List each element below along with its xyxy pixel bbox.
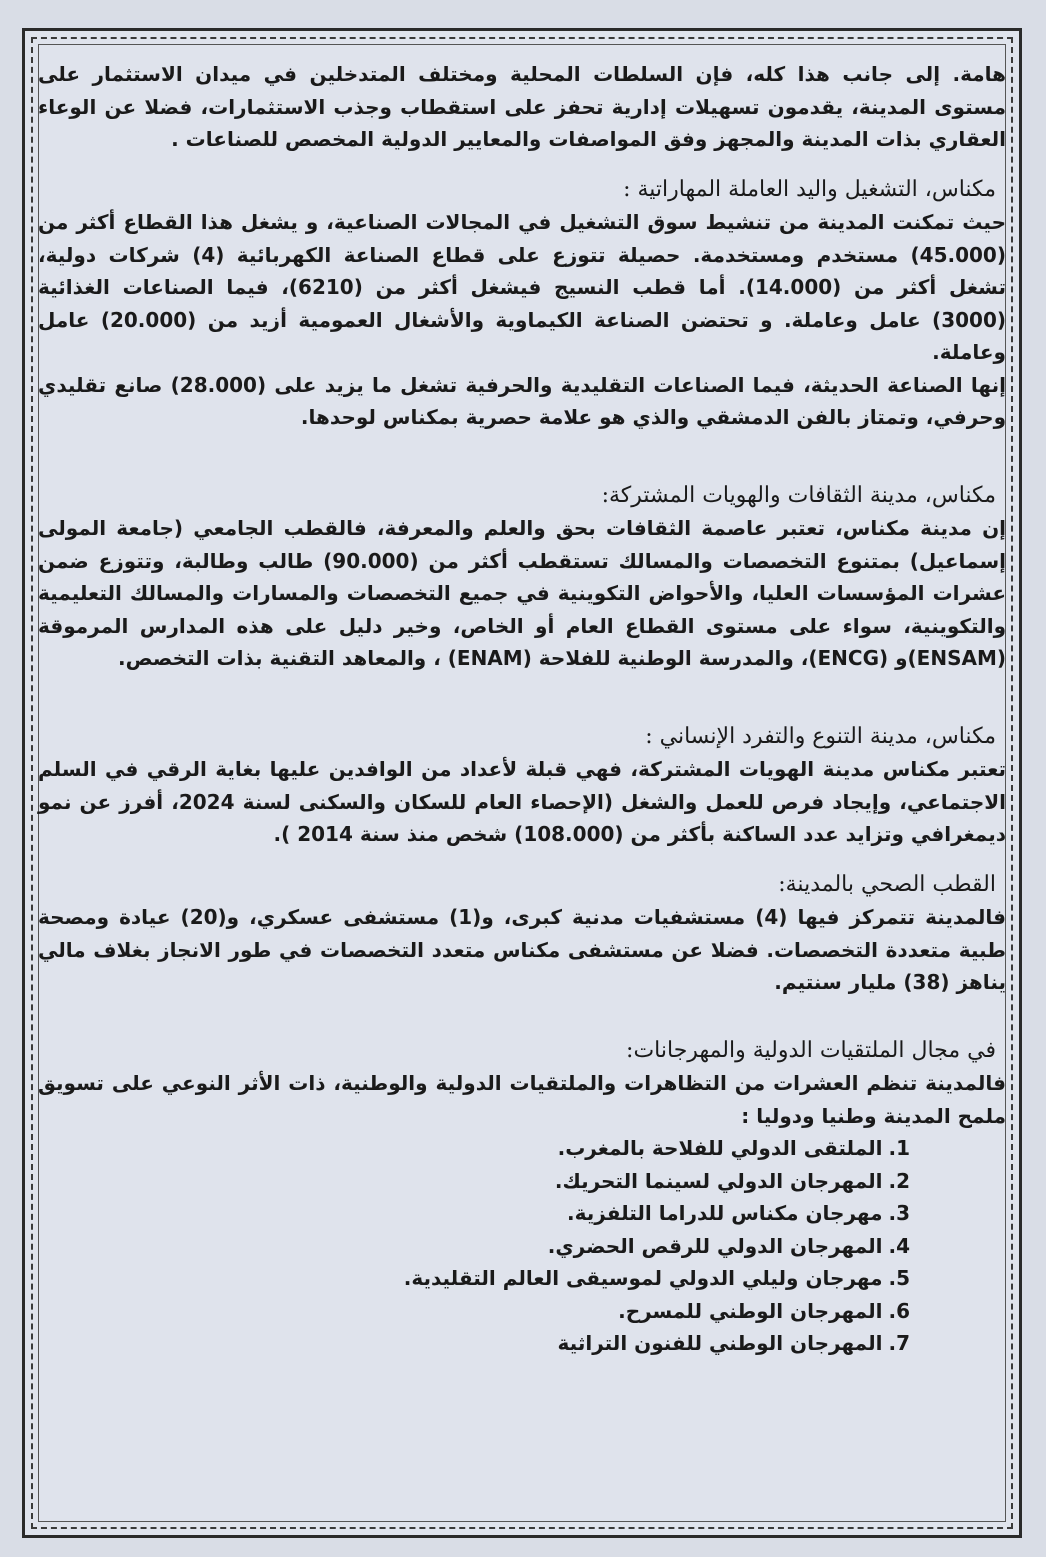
festivals-list [38, 1132, 1006, 1360]
crafts-paragraph: إنها الصناعة الحديثة، فيما الصناعات التقليدية والحرفية تشغل ما يزيد على (28.000) صانع تقليدي وحرفي، وتمتاز بالفن الدمشقي والذي هو علامة حصرية بمكناس لوحدها. [38, 372, 1006, 429]
cultures-paragraph: إن مدينة مكناس، تعتبر عاصمة الثقافات بحق والعلم والمعرفة، فالقطب الجامعي (جامعة المولى إسماعيل) بمتنوع التخصصات والمسالك تستقطب أكثر من (90.000) طالب وطالبة، وتتوزع ضمن عشرات المؤسسات العليا، والأحواض التكوينية في جميع التخصصات والمسارات والمسالك التعليمية والتكوينية، سواء على مستوى القطاع العام أو الخاص، وخير دليل على هذه المدارس المرموقة (ENSAM)و (ENCG)، والمدرسة الوطنية للفلاحة (ENAM) ، والمعاهد التقنية بذات التخصص. [38, 516, 1006, 670]
health-heading: القطب الصحي بالمدينة: [778, 871, 996, 897]
employment-paragraph: حيث تمكنت المدينة من تنشيط سوق التشغيل في المجالات الصناعية، و يشغل هذا القطاع أكثر من (45.000) مستخدم ومستخدمة. حصيلة تتوزع على قطاع الصناعة الكهربائية (4) شركات دولية، تشغل أكثر من (14.000). أما قطب النسيج فيشغل أكثر من (6210)، فيما الصناعات الغذائية (3000) عامل وعاملة. و تحتضن الصناعة الكيماوية والأشغال العمومية أزيد من (20.000) عامل وعاملة. [38, 210, 1007, 364]
list-item: 1.الملتقى الدولي للفلاحة بالمغرب. [557, 1136, 910, 1160]
list-item: 2.المهرجان الدولي لسينما التحريك. [554, 1168, 910, 1193]
festivals-paragraph: فالمدينة تنظم العشرات من التظاهرات والملتقيات الدولية والوطنية، ذات الأثر النوعي على تسويق ملمح المدينة وطنيا ودوليا : [38, 1071, 1006, 1128]
diversity-heading: مكناس، مدينة التنوع والتفرد الإنساني : [645, 723, 996, 749]
list-item: 5.مهرجان وليلي الدولي لموسيقى العالم التقليدية. [403, 1266, 910, 1290]
document-body [38, 58, 1006, 1360]
list-item: 4.المهرجان الدولي للرقص الحضري. [547, 1233, 910, 1258]
diversity-paragraph: تعتبر مكناس مدينة الهويات المشتركة، فهي قبلة لأعداد من الوافدين عليها بغاية الرقي في السلم الاجتماعي، وإيجاد فرص للعمل والشغل (الإحصاء العام للسكان والسكنى لسنة 2024، أفرز عن نمو ديمغرافي وتزايد عدد الساكنة بأكثر من (108.000) شخص منذ سنة 2014 ). [38, 757, 1006, 846]
festivals-heading: في مجال الملتقيات الدولية والمهرجانات: [626, 1037, 996, 1063]
cultures-heading: مكناس، مدينة الثقافات والهويات المشتركة: [601, 482, 996, 508]
employment-heading: مكناس، التشغيل واليد العاملة المهاراتية : [623, 176, 996, 202]
list-item: 6.المهرجان الوطني للمسرح. [618, 1298, 910, 1323]
list-item: 7.المهرجان الوطني للفنون التراثية [557, 1331, 910, 1355]
health-paragraph: فالمدينة تتمركز فيها (4) مستشفيات مدنية كبرى، و(1) مستشفى عسكري، و(20) عيادة ومصحة طبية متعددة التخصصات. فضلا عن مستشفى مكناس متعدد التخصصات في طور الانجاز بغلاف مالي يناهز (38) مليار سنتيم. [38, 905, 1006, 994]
intro-paragraph: هامة. إلى جانب هذا كله، فإن السلطات المحلية ومختلف المتدخلين في ميدان الاستثمار على مستوى المدينة، يقدمون تسهيلات إدارية تحفز على استقطاب وجذب الاستثمارات، فضلا عن الوعاء العقاري بذات المدينة والمجهز وفق المواصفات والمعايير الدولية المخصص للصناعات . [38, 62, 1006, 151]
list-item: 3.مهرجان مكناس للدراما التلفزية. [567, 1201, 910, 1225]
